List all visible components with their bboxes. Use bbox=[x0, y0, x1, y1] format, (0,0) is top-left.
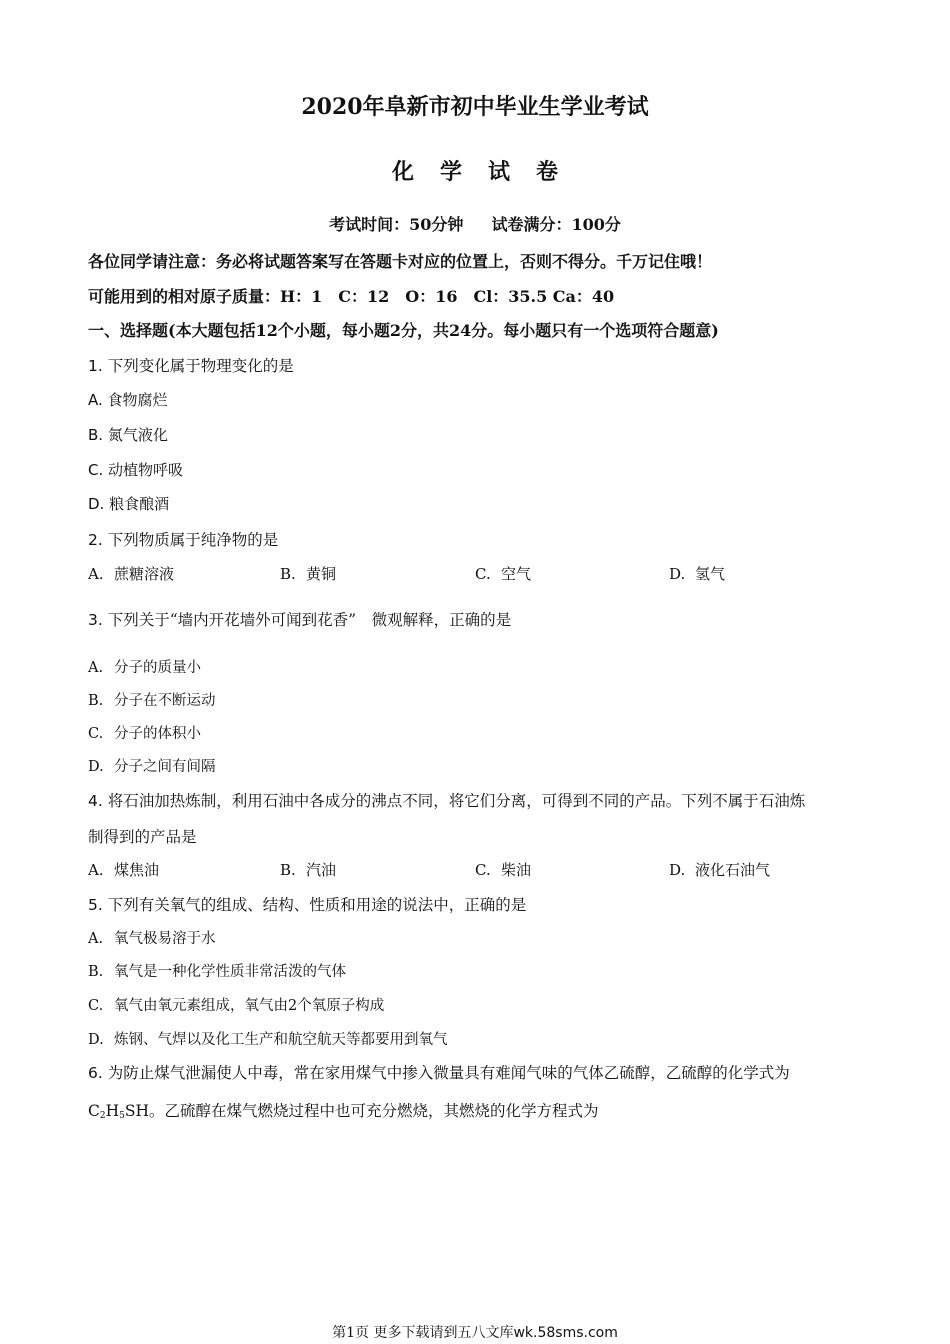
page-footer bbox=[0, 1322, 950, 1342]
option-letter: B. bbox=[280, 565, 296, 583]
footer-site-link[interactable]: wk.58sms.com bbox=[513, 1325, 618, 1341]
question-5 bbox=[88, 893, 526, 915]
option-text: 分子之间有间隔 bbox=[114, 759, 216, 775]
exam-title: 2020年阜新市初中毕业生学业考试 bbox=[301, 94, 649, 120]
option-letter: A. bbox=[88, 391, 103, 409]
q1-option-a bbox=[88, 389, 168, 410]
q2-option-c bbox=[475, 563, 531, 584]
option-text: 空气 bbox=[501, 565, 532, 583]
option-letter: C. bbox=[88, 726, 104, 742]
option-text: 分子在不断运动 bbox=[114, 693, 216, 709]
q5-option-a bbox=[88, 927, 216, 948]
option-letter: A. bbox=[88, 861, 104, 879]
question-number: 1. bbox=[88, 357, 103, 375]
q1-option-d bbox=[88, 493, 169, 514]
question-stem: 为防止煤气泄漏使人中毒，常在家用煤气中掺入微量具有难闻气味的气体乙硫醇，乙硫醇的化学式为 bbox=[107, 1064, 790, 1082]
option-letter: B. bbox=[88, 964, 104, 980]
option-text: 氢气 bbox=[695, 565, 726, 583]
q4-option-b bbox=[280, 859, 336, 880]
option-letter: C. bbox=[475, 861, 491, 879]
question-stem: 下列变化属于物理变化的是 bbox=[107, 357, 294, 375]
q5-option-c bbox=[88, 994, 384, 1015]
atomic-masses: 可能用到的相对原子质量：H：1 C：12 O：16 Cl：35.5 Ca：40 bbox=[88, 287, 615, 306]
q5-option-d bbox=[88, 1028, 448, 1049]
exam-score: 试卷满分：100分 bbox=[491, 215, 621, 234]
footer-page-number: 1 bbox=[346, 1325, 356, 1341]
question-stem: 下列有关氧气的组成、结构、性质和用途的说法中，正确的是 bbox=[107, 896, 527, 914]
section-heading: 一、选择题(本大题包括12个小题，每小题2分，共24分。每小题只有一个选项符合题意) bbox=[88, 321, 719, 340]
question-6-continued bbox=[88, 1099, 599, 1121]
option-text: 氧气由氧元素组成，氧气由2个氧原子构成 bbox=[114, 998, 385, 1014]
q3-option-b bbox=[88, 689, 216, 710]
q4-option-d bbox=[669, 859, 770, 880]
option-text: 粮食酿酒 bbox=[109, 495, 170, 513]
option-text: 黄铜 bbox=[306, 565, 337, 583]
exam-time: 考试时间：50分钟 bbox=[329, 215, 464, 234]
formula-h-sub: 5 bbox=[119, 1111, 125, 1121]
exam-meta bbox=[0, 212, 950, 235]
q2-option-d bbox=[669, 563, 725, 584]
question-stem: 将石油加热炼制，利用石油中各成分的沸点不同，将它们分离，可得到不同的产品。下列不属于石油炼 bbox=[107, 792, 806, 810]
option-text: 液化石油气 bbox=[695, 861, 771, 879]
question-4-continued: 制得到的产品是 bbox=[88, 828, 197, 846]
option-letter: B. bbox=[88, 693, 104, 709]
q3-option-a bbox=[88, 656, 201, 677]
question-2 bbox=[88, 528, 278, 550]
subject-title: 化学试卷 bbox=[391, 159, 584, 185]
formula-c-sub: 2 bbox=[99, 1111, 106, 1121]
footer-page-suffix: 页 更多下载请到五八文库 bbox=[355, 1325, 514, 1341]
q2-option-b bbox=[280, 563, 336, 584]
question-1 bbox=[88, 354, 294, 376]
option-text: 氧气极易溶于水 bbox=[114, 931, 216, 947]
question-stem-rest: 。乙硫醇在煤气燃烧过程中也可充分燃烧，其燃烧的化学方程式为 bbox=[149, 1102, 599, 1120]
option-letter: C. bbox=[88, 998, 104, 1014]
option-text: 分子的体积小 bbox=[114, 726, 201, 742]
option-text: 动植物呼吸 bbox=[108, 461, 184, 479]
formula-h: H bbox=[105, 1102, 120, 1120]
option-letter: D. bbox=[669, 861, 686, 879]
question-6 bbox=[88, 1061, 790, 1083]
question-stem: 下列物质属于纯净物的是 bbox=[107, 531, 279, 549]
option-text: 蔗糖溶液 bbox=[114, 565, 175, 583]
option-letter: D. bbox=[88, 759, 104, 775]
formula-sh: SH bbox=[124, 1102, 150, 1120]
question-stem: 下列关于“墙内开花墙外可闻到花香” 微观解释，正确的是 bbox=[107, 611, 512, 629]
q4-option-a bbox=[88, 859, 159, 880]
notice: 各位同学请注意：务必将试题答案写在答题卡对应的位置上，否则不得分。千万记住哦！ bbox=[88, 252, 713, 271]
question-number: 2. bbox=[88, 531, 103, 549]
option-letter: D. bbox=[88, 495, 105, 513]
question-4 bbox=[88, 789, 805, 811]
option-letter: A. bbox=[88, 931, 104, 947]
q2-option-a bbox=[88, 563, 174, 584]
option-letter: D. bbox=[88, 1032, 104, 1048]
option-letter: D. bbox=[669, 565, 686, 583]
question-number: 5. bbox=[88, 896, 103, 914]
question-number: 3. bbox=[88, 611, 103, 629]
option-text: 煤焦油 bbox=[114, 861, 160, 879]
footer-page-prefix: 第 bbox=[332, 1325, 347, 1341]
option-text: 汽油 bbox=[306, 861, 337, 879]
option-letter: A. bbox=[88, 565, 104, 583]
option-text: 分子的质量小 bbox=[114, 660, 201, 676]
question-number: 6. bbox=[88, 1064, 103, 1082]
option-text: 氧气是一种化学性质非常活泼的气体 bbox=[114, 964, 346, 980]
option-letter: A. bbox=[88, 660, 104, 676]
q1-option-b bbox=[88, 424, 168, 445]
q1-option-c bbox=[88, 459, 183, 480]
option-letter: B. bbox=[280, 861, 296, 879]
option-text: 柴油 bbox=[501, 861, 532, 879]
option-letter: C. bbox=[88, 461, 104, 479]
option-text: 氮气液化 bbox=[107, 426, 168, 444]
option-text: 炼钢、气焊以及化工生产和航空航天等都要用到氧气 bbox=[114, 1032, 448, 1048]
q4-option-c bbox=[475, 859, 531, 880]
q3-option-d bbox=[88, 755, 216, 776]
question-number: 4. bbox=[88, 792, 103, 810]
option-letter: C. bbox=[475, 565, 491, 583]
chemical-formula bbox=[88, 1102, 149, 1120]
q5-option-b bbox=[88, 960, 346, 981]
option-text: 食物腐烂 bbox=[107, 391, 168, 409]
option-letter: B. bbox=[88, 426, 104, 444]
q3-option-c bbox=[88, 722, 201, 743]
formula-c: C bbox=[88, 1102, 100, 1120]
question-3 bbox=[88, 608, 511, 630]
